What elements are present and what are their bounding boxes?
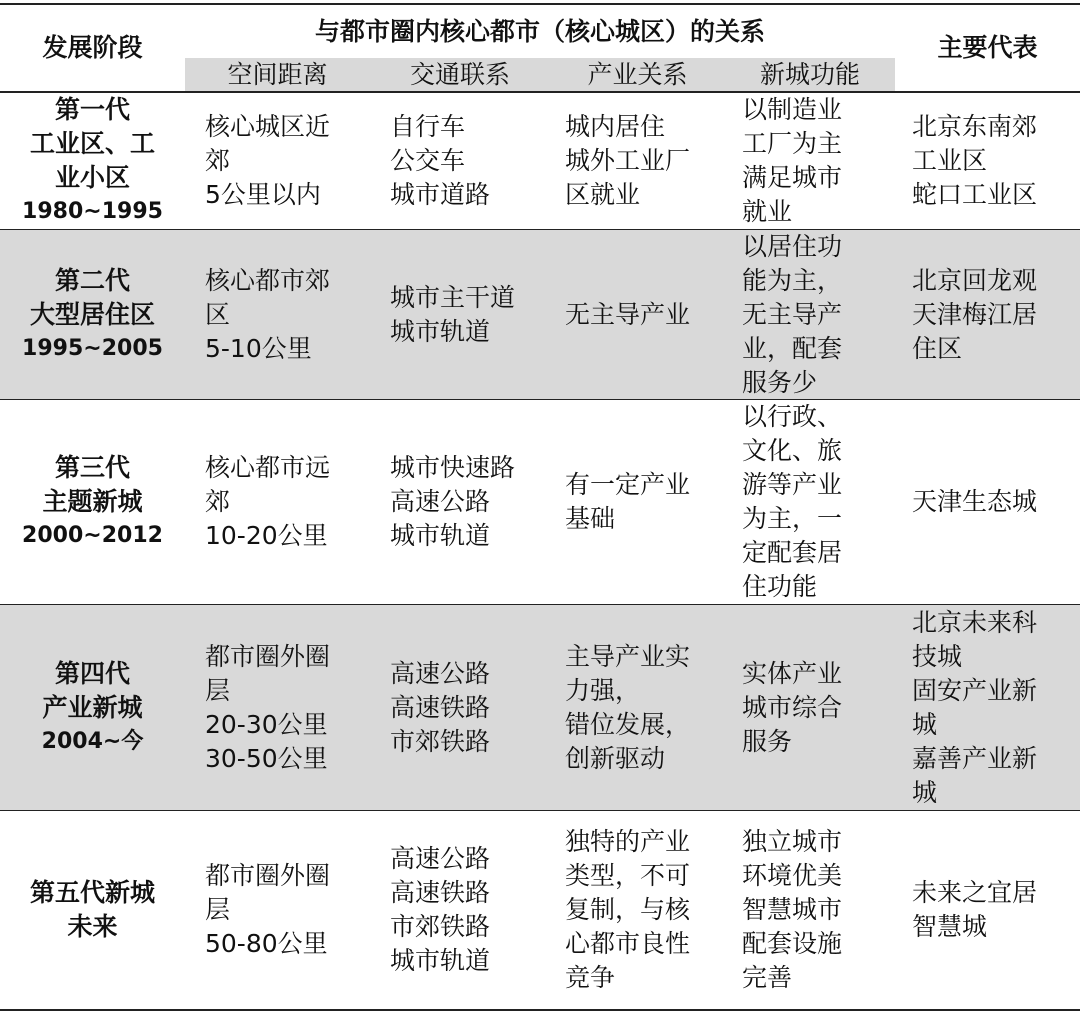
row2-industry: 无主导产业 [565, 299, 691, 329]
row1-distance: 核心城区近 郊 5公里以内 [205, 112, 331, 209]
row3-function: 以行政、 文化、旅 游等产业 为主，一 定配套居 住功能 [742, 402, 843, 601]
row3-distance: 核心都市远 郊 10-20公里 [205, 453, 331, 550]
row5-stage: 第五代新城 未来 [29, 878, 155, 941]
row2-stage: 第二代 大型居住区 1995~2005 [22, 265, 163, 361]
row5-distance: 都市圈外圈 层 50-80公里 [205, 861, 331, 958]
row1-industry: 城内居住 城外工业厂 区就业 [565, 112, 691, 209]
row1-function: 以制造业 工厂为主 满足城市 就业 [742, 95, 843, 226]
row1-stage: 第一代 工业区、工 业小区 1980~1995 [22, 95, 163, 224]
row3-stage: 第三代 主题新城 2000~2012 [22, 453, 163, 548]
row4-stage: 第四代 产业新城 2004~今 [41, 658, 144, 754]
row4-transport: 高速公路 高速铁路 市郊铁路 [390, 658, 491, 756]
bottom-rule [0, 1009, 1080, 1011]
subheader-transport: 交通联系 [409, 60, 510, 89]
row2-function: 以居住功 能为主， 无主导产 业，配套 服务少 [742, 231, 843, 397]
row4-representative: 北京未来科 技城 固安产业新 城 嘉善产业新 城 [912, 607, 1038, 807]
row5-transport: 高速公路 高速铁路 市郊铁路 城市轨道 [390, 844, 491, 975]
header-representative: 主要代表 [937, 33, 1038, 62]
subheader-distance: 空间距离 [227, 60, 328, 89]
row3-industry: 有一定产业 基础 [565, 470, 691, 533]
row3-transport: 城市快速路 高速公路 城市轨道 [390, 453, 516, 550]
subheader-industry: 产业关系 [587, 60, 688, 89]
row5-representative: 未来之宜居 智慧城 [912, 878, 1038, 941]
row2-distance: 核心都市郊 区 5-10公里 [205, 265, 331, 363]
row5-function: 独立城市 环境优美 智慧城市 配套设施 完善 [742, 827, 843, 992]
row2-transport: 城市主干道 城市轨道 [390, 282, 516, 346]
row4-distance: 都市圈外圈 层 20-30公里 30-50公里 [205, 641, 331, 773]
row3-representative: 天津生态城 [912, 487, 1038, 516]
row2-representative: 北京回龙观 天津梅江居 住区 [912, 265, 1038, 363]
row4-industry: 主导产业实 力强， 错位发展， 创新驱动 [565, 641, 691, 773]
subheader-function: 新城功能 [759, 60, 860, 89]
header-relation: 与都市圈内核心都市（核心城区）的关系 [314, 16, 765, 46]
row5-industry: 独特的产业 类型，不可 复制，与核 心都市良性 竞争 [565, 827, 691, 992]
row4-function: 实体产业 城市综合 服务 [742, 658, 843, 756]
row1-transport: 自行车 公交车 城市道路 [390, 112, 491, 209]
row1-representative: 北京东南郊 工业区 蛇口工业区 [912, 112, 1038, 209]
header-stage: 发展阶段 [42, 33, 143, 62]
